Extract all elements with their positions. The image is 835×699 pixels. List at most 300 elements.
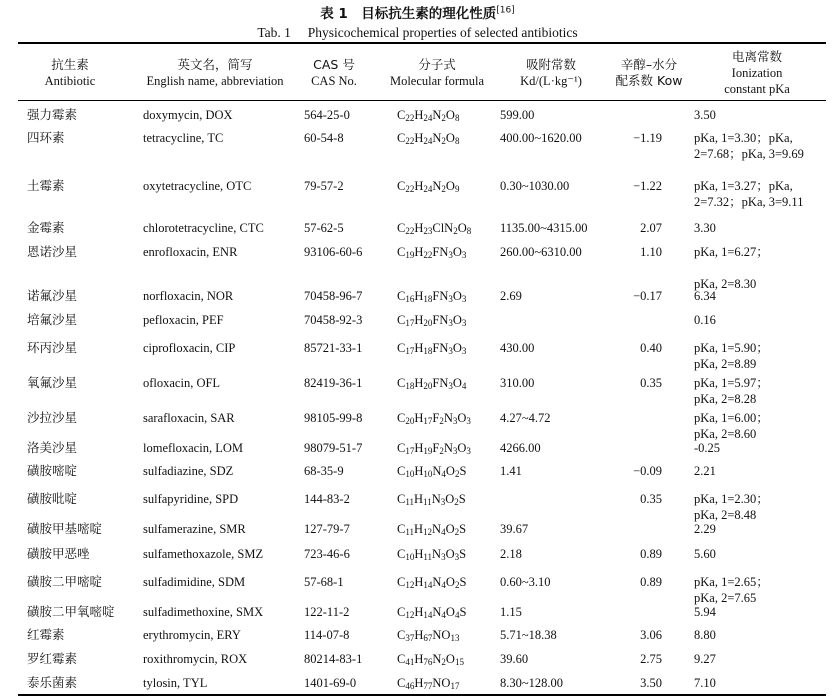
header-name-cn: 英文名，简写	[177, 57, 253, 72]
english-name-cell: pefloxacin, PEF	[143, 313, 224, 327]
molecular-formula-cell	[397, 521, 466, 540]
formula-subscript: 11	[405, 527, 415, 537]
formula-element: NO	[432, 628, 451, 642]
kd-cell: 1.41	[500, 464, 522, 478]
formula-subscript: 4	[461, 381, 467, 391]
formula-subscript: 3	[454, 552, 460, 562]
header-antibiotic-cn: 抗生素	[51, 57, 89, 72]
formula-subscript: 18	[423, 294, 433, 304]
formula-subscript: 3	[448, 318, 453, 328]
kow-cell: 0.35	[640, 376, 662, 390]
formula-subscript: 17	[450, 681, 460, 691]
kow-cell: 0.89	[640, 575, 662, 589]
cas-number-cell: 85721-33-1	[304, 341, 363, 355]
formula-subscript: 24	[423, 136, 433, 146]
molecular-formula-cell	[397, 491, 466, 510]
formula-element: S	[459, 605, 467, 619]
molecular-formula-cell	[397, 627, 459, 646]
formula-element: N	[432, 575, 442, 589]
pka-cell: pKa, 1=5.97； pKa, 2=8.28	[694, 376, 769, 406]
pka-cell: 6.34	[694, 289, 716, 303]
formula-element: FN	[432, 376, 449, 390]
formula-element: O	[445, 464, 455, 478]
formula-subscript: 22	[423, 250, 433, 260]
formula-subscript: 19	[423, 446, 433, 456]
kd-cell: 0.60~3.10	[500, 575, 551, 589]
molecular-formula-cell	[397, 440, 471, 459]
cas-number-cell: 114-07-8	[304, 628, 350, 642]
formula-subscript: 2	[441, 184, 446, 194]
formula-subscript: 10	[405, 469, 415, 479]
formula-element: FN	[432, 313, 449, 327]
formula-element: H	[414, 652, 424, 666]
pka-cell: 3.30	[694, 221, 716, 235]
molecular-formula-cell	[397, 130, 459, 149]
formula-subscript: 3	[461, 346, 467, 356]
formula-element: N	[432, 464, 442, 478]
formula-element: C	[397, 676, 406, 690]
formula-element: H	[414, 676, 424, 690]
english-name-cell: norfloxacin, NOR	[143, 289, 234, 303]
formula-subscript: 4	[454, 610, 460, 620]
antibiotic-cn-cell: 四环素	[27, 130, 65, 145]
formula-element: S	[459, 464, 467, 478]
pka-cell: 5.60	[694, 547, 716, 561]
formula-element: C	[397, 341, 406, 355]
pka-cell: 2.21	[694, 464, 716, 478]
kd-cell: 5.71~18.38	[500, 628, 557, 642]
formula-subscript: 22	[405, 136, 415, 146]
kd-cell: 1.15	[500, 605, 522, 619]
kd-cell: 8.30~128.00	[500, 676, 564, 690]
antibiotic-cn-cell: 环丙沙星	[27, 340, 78, 355]
pka-cell: pKa, 1=3.30；pKa, 2=7.68；pKa, 3=9.69	[694, 131, 804, 161]
formula-element: N	[432, 605, 442, 619]
antibiotic-cn-cell: 土霉素	[27, 178, 65, 193]
antibiotic-cn-cell: 磺胺吡啶	[27, 491, 78, 506]
formula-element: N	[443, 411, 453, 425]
cas-number-cell: 93106-60-6	[304, 245, 363, 259]
formula-element: H	[414, 575, 424, 589]
header-name	[125, 57, 305, 89]
formula-subscript: 3	[466, 416, 471, 426]
kow-cell: −0.17	[633, 289, 662, 303]
formula-element: C	[397, 179, 406, 193]
formula-element: N	[432, 652, 442, 666]
header-kow	[606, 57, 692, 89]
english-name-cell: roxithromycin, ROX	[143, 652, 248, 666]
molecular-formula-cell	[397, 651, 464, 670]
formula-element: H	[414, 376, 424, 390]
header-cas-cn: CAS 号	[313, 57, 355, 72]
formula-subscript: 22	[405, 184, 415, 194]
cas-number-cell: 127-79-7	[304, 522, 350, 536]
formula-subscript: 3	[452, 416, 458, 426]
formula-element: C	[397, 245, 406, 259]
molecular-formula-cell	[397, 546, 466, 565]
antibiotic-cn-cell: 泰乐菌素	[27, 675, 78, 690]
formula-subscript: 8	[454, 113, 460, 123]
header-cas	[290, 57, 378, 89]
cas-number-cell: 70458-96-7	[304, 289, 363, 303]
english-name-cell: lomefloxacin, LOM	[143, 441, 243, 455]
formula-subscript: 18	[405, 381, 415, 391]
formula-subscript: 77	[423, 681, 433, 691]
kd-cell: 4.27~4.72	[500, 411, 551, 425]
formula-subscript: 4	[441, 580, 446, 590]
formula-element: H	[414, 464, 424, 478]
formula-subscript: 3	[441, 552, 446, 562]
formula-subscript: 13	[450, 633, 460, 643]
formula-element: C	[397, 411, 406, 425]
header-formula	[378, 57, 496, 89]
pka-cell: 8.80	[694, 628, 716, 642]
formula-subscript: 3	[461, 294, 467, 304]
formula-element: N	[432, 179, 442, 193]
formula-subscript: 20	[405, 416, 415, 426]
formula-element: O	[457, 221, 467, 235]
header-kow-line2: 配系数 Kow	[615, 73, 683, 88]
formula-subscript: 14	[423, 580, 433, 590]
formula-subscript: 2	[439, 446, 444, 456]
kd-cell: 430.00	[500, 341, 535, 355]
kd-cell: 1135.00~4315.00	[500, 221, 588, 235]
formula-element: H	[414, 108, 424, 122]
kd-cell: 400.00~1620.00	[500, 131, 582, 145]
formula-element: C	[397, 492, 406, 506]
formula-element: F	[432, 411, 440, 425]
pka-cell: 5.94	[694, 605, 716, 619]
formula-subscript: 3	[448, 346, 453, 356]
formula-element: S	[459, 547, 467, 561]
formula-element: F	[432, 441, 440, 455]
formula-element: O	[445, 179, 455, 193]
kd-cell: 39.60	[500, 652, 529, 666]
cas-number-cell: 723-46-6	[304, 547, 350, 561]
formula-element: O	[445, 492, 455, 506]
formula-element: C	[397, 131, 406, 145]
pka-cell: pKa, 1=6.27； pKa, 2=8.30	[694, 245, 769, 291]
molecular-formula-cell	[397, 244, 466, 263]
kd-cell: 2.69	[500, 289, 522, 303]
english-name-cell: enrofloxacin, ENR	[143, 245, 238, 259]
formula-subscript: 2	[453, 226, 458, 236]
antibiotic-cn-cell: 金霉素	[27, 220, 65, 235]
english-name-cell: tetracycline, TC	[143, 131, 224, 145]
molecular-formula-cell	[397, 220, 471, 239]
header-formula-cn: 分子式	[418, 57, 456, 72]
english-name-cell: sulfadiazine, SDZ	[143, 464, 234, 478]
formula-element: S	[459, 522, 467, 536]
formula-element: FN	[432, 289, 449, 303]
antibiotic-cn-cell: 恩诺沙星	[27, 244, 78, 259]
pka-cell: 3.50	[694, 108, 716, 122]
kow-cell: 3.06	[640, 628, 662, 642]
cas-number-cell: 57-68-1	[304, 575, 344, 589]
cas-number-cell: 564-25-0	[304, 108, 350, 122]
formula-subscript: 11	[405, 497, 415, 507]
formula-subscript: 67	[423, 633, 433, 643]
formula-element: S	[459, 575, 467, 589]
formula-subscript: 11	[423, 552, 433, 562]
formula-subscript: 2	[441, 136, 446, 146]
formula-subscript: 3	[448, 250, 453, 260]
formula-element: H	[414, 547, 424, 561]
antibiotic-cn-cell: 磺胺甲基嘧啶	[27, 521, 103, 536]
antibiotic-cn-cell: 磺胺嘧啶	[27, 463, 78, 478]
molecular-formula-cell	[397, 288, 466, 307]
formula-subscript: 76	[423, 657, 433, 667]
cas-number-cell: 122-11-2	[304, 605, 350, 619]
kow-cell: 1.10	[640, 245, 662, 259]
header-pka	[694, 49, 820, 97]
kow-cell: 0.40	[640, 341, 662, 355]
formula-element: O	[452, 289, 462, 303]
formula-element: H	[414, 441, 424, 455]
formula-element: C	[397, 464, 406, 478]
english-name-cell: ciprofloxacin, CIP	[143, 341, 236, 355]
formula-subscript: 10	[405, 552, 415, 562]
antibiotic-cn-cell: 强力霉素	[27, 107, 78, 122]
english-name-cell: sulfapyridine, SPD	[143, 492, 239, 506]
formula-subscript: 3	[448, 381, 453, 391]
formula-element: ClN	[432, 221, 454, 235]
formula-subscript: 22	[405, 113, 415, 123]
formula-subscript: 3	[461, 250, 467, 260]
formula-element: H	[414, 605, 424, 619]
pka-cell: 0.16	[694, 313, 716, 327]
kd-cell: 599.00	[500, 108, 535, 122]
cas-number-cell: 82419-36-1	[304, 376, 363, 390]
formula-element: C	[397, 289, 406, 303]
kow-cell: −1.19	[633, 131, 662, 145]
antibiotic-cn-cell: 罗红霉素	[27, 651, 78, 666]
antibiotic-cn-cell: 氧氟沙星	[27, 375, 78, 390]
antibiotic-cn-cell: 洛美沙星	[27, 440, 78, 455]
english-name-cell: sulfamethoxazole, SMZ	[143, 547, 264, 561]
formula-subscript: 12	[423, 527, 433, 537]
formula-element: N	[432, 522, 442, 536]
formula-subscript: 37	[405, 633, 415, 643]
molecular-formula-cell	[397, 675, 459, 694]
bottom-rule	[18, 694, 826, 696]
english-name-cell: sarafloxacin, SAR	[143, 411, 235, 425]
formula-subscript: 17	[423, 416, 433, 426]
antibiotic-cn-cell: 诺氟沙星	[27, 288, 78, 303]
header-kd-cn: 吸附常数	[525, 57, 576, 72]
molecular-formula-cell	[397, 178, 459, 197]
cas-number-cell: 79-57-2	[304, 179, 344, 193]
formula-element: O	[445, 605, 455, 619]
formula-element: N	[432, 547, 442, 561]
formula-subscript: 3	[448, 294, 453, 304]
formula-subscript: 11	[423, 497, 432, 507]
formula-subscript: 22	[405, 226, 415, 236]
table-title-cn	[0, 2, 835, 22]
formula-subscript: 16	[405, 294, 415, 304]
formula-element: NO	[432, 676, 451, 690]
cas-number-cell: 98079-51-7	[304, 441, 363, 455]
formula-element: C	[397, 605, 406, 619]
title-cn-text: 表 1 目标抗生素的理化性质	[320, 6, 497, 22]
english-name-cell: sulfamerazine, SMR	[143, 522, 246, 536]
pka-cell: pKa, 1=3.27；pKa, 2=7.32；pKa, 3=9.11	[694, 179, 804, 209]
header-antibiotic-en: Antibiotic	[44, 74, 96, 88]
header-pka-cn: 电离常数	[731, 49, 782, 64]
kow-cell: −0.09	[633, 464, 662, 478]
kow-cell: 2.75	[640, 652, 662, 666]
formula-element: H	[414, 245, 424, 259]
antibiotic-cn-cell: 磺胺甲恶唑	[27, 546, 90, 561]
header-kd-en: Kd/(L·kg⁻¹)	[520, 74, 582, 88]
formula-subscript: 2	[441, 657, 446, 667]
antibiotic-cn-cell: 沙拉沙星	[27, 410, 78, 425]
formula-element: O	[445, 547, 455, 561]
formula-element: FN	[432, 341, 449, 355]
pka-cell: pKa, 1=2.65； pKa, 2=7.65	[694, 575, 769, 605]
header-pka-en2: constant pKa	[724, 82, 790, 96]
formula-element: N	[431, 492, 441, 506]
molecular-formula-cell	[397, 312, 466, 331]
pka-cell: 7.10	[694, 676, 716, 690]
formula-subscript: 8	[454, 136, 460, 146]
molecular-formula-cell	[397, 574, 466, 593]
formula-subscript: 2	[454, 580, 460, 590]
pka-cell: pKa, 1=2.30； pKa, 2=8.48	[694, 492, 769, 522]
formula-element: H	[414, 221, 424, 235]
antibiotic-cn-cell: 红霉素	[27, 627, 65, 642]
formula-element: H	[414, 341, 424, 355]
antibiotic-cn-cell: 磺胺二甲氧嘧啶	[27, 604, 115, 619]
formula-element: O	[445, 575, 455, 589]
molecular-formula-cell	[397, 340, 466, 359]
pka-cell: 9.27	[694, 652, 716, 666]
formula-element: C	[397, 575, 406, 589]
kow-cell: −1.22	[633, 179, 662, 193]
formula-element: O	[452, 245, 462, 259]
formula-element: O	[457, 441, 467, 455]
molecular-formula-cell	[397, 463, 466, 482]
english-name-cell: erythromycin, ERY	[143, 628, 241, 642]
formula-element: C	[397, 376, 406, 390]
english-name-cell: oxytetracycline, OTC	[143, 179, 252, 193]
formula-subscript: 18	[423, 346, 433, 356]
formula-element: H	[414, 411, 424, 425]
formula-subscript: 24	[423, 184, 433, 194]
pka-cell: pKa, 1=6.00； pKa, 2=8.60	[694, 411, 769, 441]
formula-subscript: 19	[405, 250, 415, 260]
formula-subscript: 9	[454, 184, 460, 194]
antibiotic-cn-cell: 培氟沙星	[27, 312, 78, 327]
formula-subscript: 2	[439, 416, 444, 426]
formula-subscript: 4	[441, 527, 446, 537]
formula-subscript: 8	[466, 226, 472, 236]
molecular-formula-cell	[397, 604, 466, 623]
top-rule	[18, 42, 826, 44]
formula-element: H	[414, 492, 424, 506]
kd-cell: 4266.00	[500, 441, 541, 455]
formula-subscript: 3	[466, 446, 471, 456]
kd-cell: 2.18	[500, 547, 522, 561]
formula-element: C	[397, 108, 406, 122]
molecular-formula-cell	[397, 410, 471, 429]
formula-subscript: 4	[441, 610, 446, 620]
kow-cell: 0.35	[640, 492, 662, 506]
formula-subscript: 15	[454, 657, 464, 667]
kd-cell: 0.30~1030.00	[500, 179, 570, 193]
title-reference: [16]	[496, 5, 515, 16]
formula-subscript: 17	[405, 346, 415, 356]
pka-cell: pKa, 1=5.90； pKa, 2=8.89	[694, 341, 769, 371]
formula-subscript: 3	[461, 318, 467, 328]
formula-element: O	[445, 652, 455, 666]
molecular-formula-cell	[397, 375, 466, 394]
cas-number-cell: 1401-69-0	[304, 676, 357, 690]
header-kd	[496, 57, 606, 89]
cas-number-cell: 80214-83-1	[304, 652, 363, 666]
kow-cell: 3.50	[640, 676, 662, 690]
formula-element: H	[414, 522, 424, 536]
kd-cell: 39.67	[500, 522, 529, 536]
formula-element: C	[397, 313, 406, 327]
formula-element: H	[414, 179, 424, 193]
formula-element: O	[445, 131, 455, 145]
header-formula-en: Molecular formula	[389, 74, 485, 88]
formula-subscript: 12	[405, 610, 415, 620]
formula-element: C	[397, 441, 406, 455]
formula-element: C	[397, 652, 406, 666]
kow-cell: 0.89	[640, 547, 662, 561]
english-name-cell: sulfadimidine, SDM	[143, 575, 246, 589]
header-kow-line1: 辛醇–水分	[620, 57, 678, 72]
molecular-formula-cell	[397, 107, 459, 126]
cas-number-cell: 60-54-8	[304, 131, 344, 145]
kow-cell: 2.07	[640, 221, 662, 235]
formula-subscript: 4	[441, 469, 446, 479]
formula-subscript: 10	[423, 469, 433, 479]
english-name-cell: tylosin, TYL	[143, 676, 208, 690]
cas-number-cell: 98105-99-8	[304, 411, 363, 425]
formula-element: C	[397, 522, 406, 536]
english-name-cell: chlorotetracycline, CTC	[143, 221, 264, 235]
formula-subscript: 23	[423, 226, 433, 236]
formula-subscript: 46	[405, 681, 415, 691]
header-cas-en: CAS No.	[311, 74, 357, 88]
header-pka-en1: Ionization	[731, 66, 783, 80]
formula-subscript: 12	[405, 580, 415, 590]
formula-subscript: 20	[423, 318, 433, 328]
formula-subscript: 41	[405, 657, 415, 667]
formula-element: O	[445, 108, 455, 122]
kd-cell: 310.00	[500, 376, 535, 390]
cas-number-cell: 144-83-2	[304, 492, 350, 506]
formula-element: C	[397, 221, 406, 235]
formula-subscript: 2	[454, 527, 460, 537]
formula-element: FN	[432, 245, 449, 259]
kd-cell: 260.00~6310.00	[500, 245, 582, 259]
formula-subscript: 14	[423, 610, 433, 620]
formula-element: H	[414, 313, 424, 327]
formula-subscript: 2	[454, 497, 459, 507]
formula-element: N	[432, 108, 442, 122]
formula-element: H	[414, 131, 424, 145]
formula-element: O	[452, 313, 462, 327]
cas-number-cell: 70458-92-3	[304, 313, 363, 327]
formula-element: O	[445, 522, 455, 536]
formula-subscript: 20	[423, 381, 433, 391]
header-name-en: English name, abbreviation	[146, 74, 284, 88]
formula-element: N	[432, 131, 442, 145]
